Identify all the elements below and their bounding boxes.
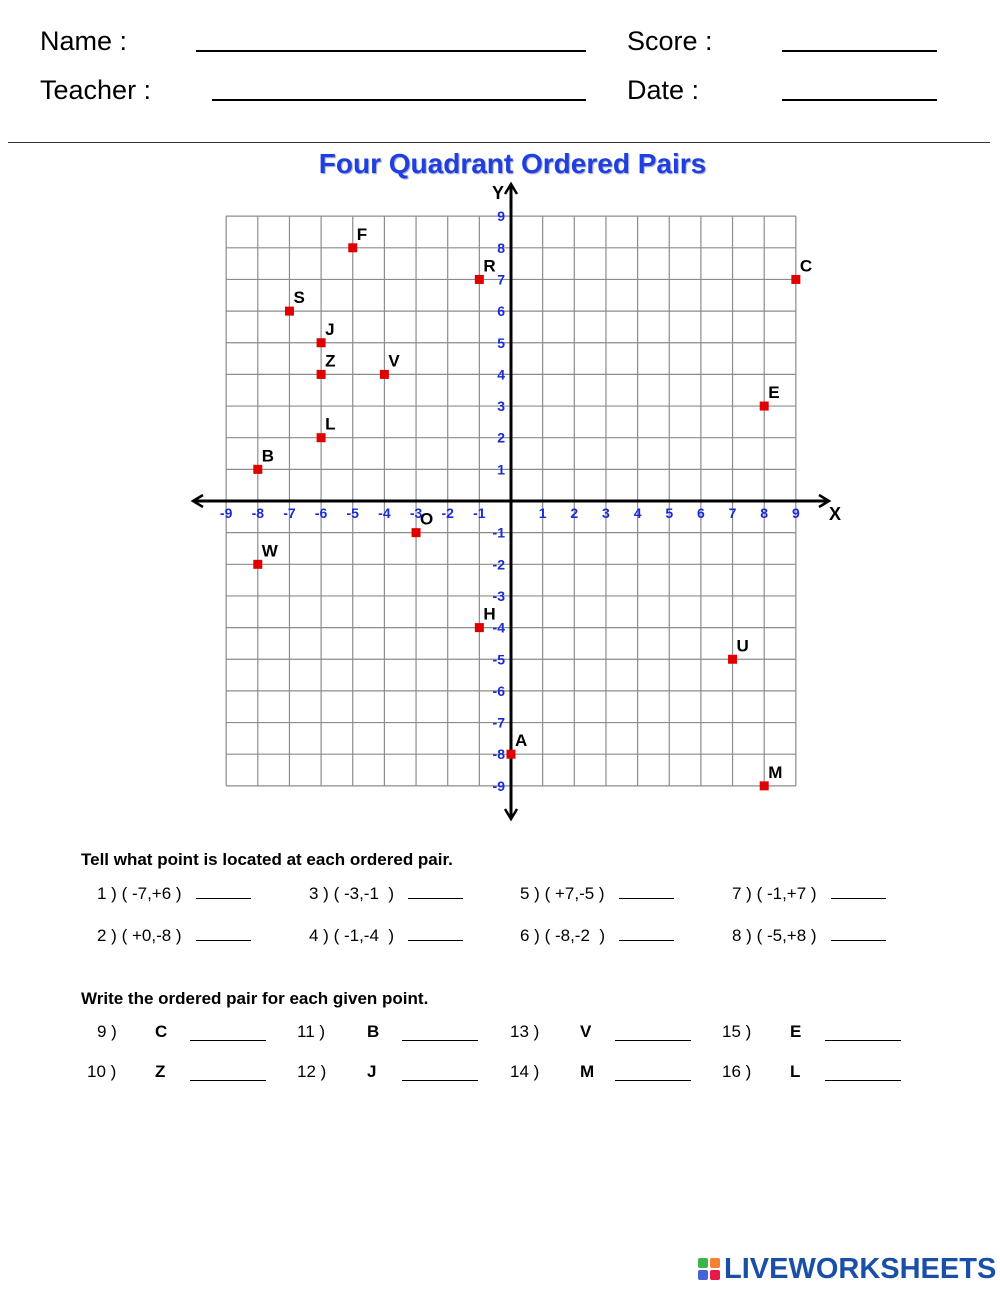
answer-blank[interactable]	[196, 924, 251, 941]
point-name: J	[367, 1062, 377, 1081]
point-label: O	[420, 509, 434, 529]
y-axis-label: Y	[492, 183, 505, 203]
coordinate-grid	[0, 180, 1000, 830]
x-tick-label: 5	[665, 505, 674, 521]
ordered-pair: ( -7,+6 )	[121, 884, 182, 903]
question-number: 2 )	[97, 926, 117, 945]
x-axis-label: X	[829, 504, 842, 524]
ordered-pair: ( +7,-5 )	[544, 884, 605, 903]
score-field[interactable]	[782, 50, 937, 52]
answer-blank[interactable]	[190, 1024, 266, 1041]
point-label: W	[261, 541, 278, 561]
question-number: 15 )	[722, 1022, 752, 1041]
section2-heading: Write the ordered pair for each given point.	[81, 989, 429, 1008]
liveworksheets-logo	[698, 1252, 996, 1286]
point-name: V	[580, 1022, 592, 1041]
question-number: 5 )	[520, 884, 540, 903]
answer-blank[interactable]	[825, 1064, 901, 1081]
name-field[interactable]	[196, 50, 586, 52]
point-o	[412, 528, 421, 537]
point-label: A	[515, 731, 528, 751]
point-label: J	[325, 319, 335, 339]
answer-blank[interactable]	[408, 924, 463, 941]
answer-blank[interactable]	[408, 882, 463, 899]
point-c	[791, 275, 800, 284]
question-number: 10 )	[87, 1062, 117, 1081]
name-label: Name :	[40, 26, 128, 56]
point-label: U	[736, 636, 749, 656]
point-m	[760, 781, 769, 790]
question-number: 14 )	[510, 1062, 540, 1081]
point-label: S	[293, 288, 305, 308]
y-tick-label: 4	[497, 366, 505, 383]
point-j	[317, 338, 326, 347]
question-number: 13 )	[510, 1022, 540, 1041]
answer-blank[interactable]	[619, 882, 674, 899]
x-tick-label: 8	[760, 505, 769, 521]
question-5	[520, 882, 674, 904]
answer-blank[interactable]	[831, 882, 886, 899]
teacher-field[interactable]	[212, 99, 586, 101]
question-number: 16 )	[722, 1062, 752, 1081]
ordered-pair: ( -1,+7 )	[756, 884, 817, 903]
point-name: C	[155, 1022, 168, 1041]
score-label: Score :	[627, 26, 713, 56]
point-h	[475, 623, 484, 632]
question-1	[97, 882, 251, 904]
answer-blank[interactable]	[615, 1024, 691, 1041]
question-3	[309, 882, 463, 904]
point-s	[285, 307, 294, 316]
y-tick-label: -3	[492, 587, 505, 604]
ordered-pair: ( +0,-8 )	[121, 926, 182, 945]
answer-blank[interactable]	[615, 1064, 691, 1081]
point-label: L	[325, 414, 336, 434]
question-number: 11 )	[297, 1022, 326, 1041]
x-tick-label: -8	[251, 505, 265, 521]
answer-blank[interactable]	[402, 1064, 478, 1081]
section1-heading: Tell what point is located at each ordered pair.	[81, 850, 453, 869]
y-tick-label: 7	[497, 271, 505, 288]
logo-square	[710, 1270, 720, 1280]
point-label: Z	[325, 351, 336, 371]
ordered-pair: ( -1,-4 )	[333, 926, 395, 945]
logo-square	[698, 1270, 708, 1280]
question-number: 7 )	[732, 884, 752, 903]
date-label: Date :	[627, 75, 700, 105]
point-f	[348, 243, 357, 252]
y-tick-label: -7	[492, 714, 505, 731]
answer-blank[interactable]	[825, 1024, 901, 1041]
x-tick-label: -7	[283, 505, 296, 521]
x-tick-label: -4	[378, 505, 391, 521]
x-tick-label: 7	[728, 505, 737, 521]
y-tick-label: -8	[492, 746, 505, 763]
x-tick-label: 2	[570, 505, 579, 521]
x-tick-label: -3	[409, 505, 423, 521]
question-4	[309, 924, 463, 946]
point-label: C	[799, 256, 813, 276]
teacher-label: Teacher :	[40, 75, 152, 105]
page-title: Four Quadrant Ordered Pairs	[318, 148, 707, 179]
point-name: E	[790, 1022, 802, 1041]
point-r	[475, 275, 484, 284]
logo-mark-icon	[698, 1258, 720, 1280]
point-b	[253, 465, 262, 474]
question-number: 1 )	[97, 884, 117, 903]
point-label: M	[768, 762, 783, 782]
point-name: M	[580, 1062, 595, 1081]
point-label: F	[356, 224, 368, 244]
ordered-pair: ( -3,-1 )	[333, 884, 395, 903]
question-number: 9 )	[97, 1022, 117, 1041]
answer-blank[interactable]	[619, 924, 674, 941]
point-a	[507, 750, 516, 759]
question-number: 6 )	[520, 926, 540, 945]
point-l	[317, 433, 326, 442]
question-2	[97, 924, 251, 946]
question-number: 4 )	[309, 926, 329, 945]
x-tick-label: -5	[346, 505, 359, 521]
date-field[interactable]	[782, 99, 937, 101]
x-tick-label: 4	[633, 505, 642, 521]
x-tick-label: -1	[473, 505, 486, 521]
question-number: 8 )	[732, 926, 752, 945]
y-tick-label: -1	[492, 524, 505, 541]
question-number: 12 )	[297, 1062, 327, 1081]
point-e	[760, 402, 769, 411]
question-7	[732, 882, 886, 904]
x-tick-label: -6	[314, 505, 328, 521]
y-tick-label: -2	[492, 556, 505, 573]
y-tick-label: -4	[492, 619, 505, 636]
point-label: R	[483, 256, 496, 276]
y-tick-label: 2	[497, 429, 505, 446]
answer-blank[interactable]	[196, 882, 251, 899]
y-tick-label: -6	[492, 682, 505, 699]
logo-square	[698, 1258, 708, 1268]
point-label: E	[768, 383, 780, 403]
header-divider	[8, 142, 990, 143]
y-tick-label: -9	[492, 777, 505, 794]
point-u	[728, 655, 737, 664]
y-tick-label: 8	[497, 239, 505, 256]
answer-blank[interactable]	[190, 1064, 266, 1081]
point-v	[380, 370, 389, 379]
point-z	[317, 370, 326, 379]
y-tick-label: -5	[492, 651, 505, 668]
point-name: Z	[155, 1062, 166, 1081]
answer-blank[interactable]	[402, 1024, 478, 1041]
answer-blank[interactable]	[831, 924, 886, 941]
question-8	[732, 924, 886, 946]
x-tick-label: 3	[602, 505, 610, 521]
point-w	[253, 560, 262, 569]
point-name: L	[790, 1062, 801, 1081]
ordered-pair: ( -5,+8 )	[756, 926, 817, 945]
y-tick-label: 3	[497, 398, 505, 415]
point-label: H	[483, 604, 496, 624]
x-tick-label: 1	[538, 505, 547, 521]
axes	[193, 183, 841, 819]
x-tick-label: 6	[697, 505, 705, 521]
y-tick-label: 9	[497, 208, 505, 225]
x-tick-label: 9	[791, 505, 800, 521]
y-tick-label: 6	[497, 303, 505, 320]
y-tick-label: 1	[497, 461, 505, 478]
point-label: V	[388, 351, 400, 371]
y-tick-label: 5	[497, 334, 505, 351]
point-name: B	[367, 1022, 380, 1041]
x-tick-label: -2	[441, 505, 454, 521]
logo-square	[710, 1258, 720, 1268]
x-tick-label: -9	[219, 505, 233, 521]
question-6	[520, 924, 674, 946]
logo-text: LIVEWORKSHEETS	[724, 1252, 997, 1285]
ordered-pair: ( -8,-2 )	[544, 926, 606, 945]
point-label: B	[261, 446, 275, 466]
question-number: 3 )	[309, 884, 329, 903]
